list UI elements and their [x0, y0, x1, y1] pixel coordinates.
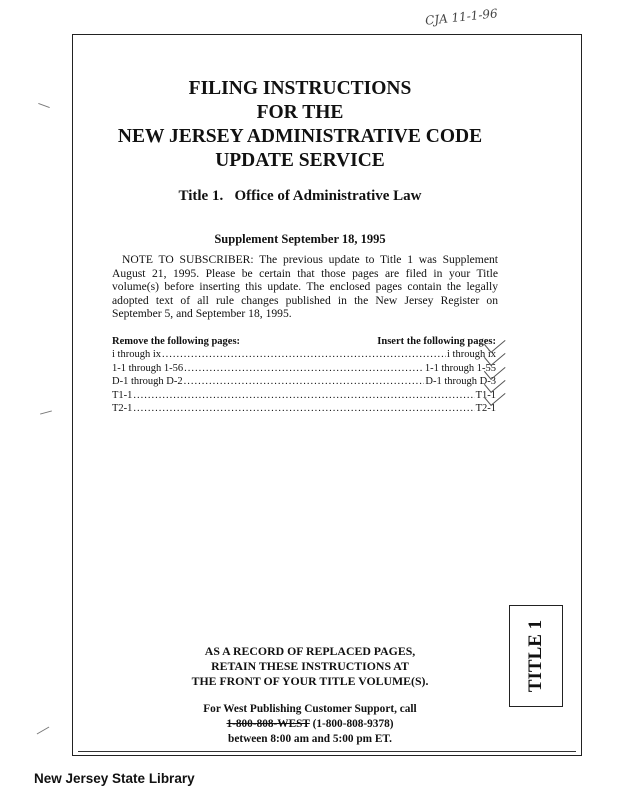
remove-pages: T1-1: [112, 389, 133, 401]
leader-dots: [133, 389, 474, 402]
leader-dots: [184, 362, 424, 375]
subscriber-note: [112, 253, 498, 321]
insert-header: Insert the following pages:: [377, 336, 496, 347]
remove-header: Remove the following pages:: [112, 336, 241, 347]
support-line-3: between 8:00 am and 5:00 pm ET.: [228, 733, 392, 745]
leader-dots: [162, 348, 446, 361]
title-line-2: FOR THE: [256, 102, 344, 123]
handwritten-annotation: CJA 11-1-96: [424, 6, 499, 28]
pages-table: [112, 335, 496, 415]
title-line-4: UPDATE SERVICE: [215, 150, 385, 171]
title-line-1: FILING INSTRUCTIONS: [188, 78, 412, 99]
title-side-tab: [509, 605, 563, 707]
insert-pages: i through ix: [447, 349, 496, 361]
support-line-1: For West Publishing Customer Support, call: [203, 703, 417, 715]
scan-mark: [38, 103, 50, 108]
record-notice: [160, 644, 460, 689]
leader-dots: [133, 402, 474, 415]
insert-pages: 1-1 through 1-55: [424, 362, 496, 374]
leader-dots: [184, 375, 425, 388]
table-row: [112, 348, 496, 361]
record-line-3: THE FRONT OF YOUR TITLE VOLUME(S).: [191, 674, 429, 688]
customer-support: [160, 702, 460, 747]
table-row: [112, 389, 496, 402]
remove-pages: 1-1 through 1-56: [112, 362, 184, 374]
title-line-3: NEW JERSEY ADMINISTRATIVE CODE: [117, 126, 483, 147]
insert-pages: D-1 through D-3: [425, 376, 496, 388]
support-number: (1-800-808-9378): [309, 718, 394, 730]
remove-pages: T2-1: [112, 403, 133, 415]
page-title: [80, 77, 520, 173]
support-line-2: [160, 717, 460, 732]
scan-mark: [40, 410, 52, 414]
title-subtitle: Title 1. Office of Administrative Law: [178, 188, 422, 204]
record-line-2: RETAIN THESE INSTRUCTIONS AT: [211, 659, 409, 673]
insert-pages: T2-1: [475, 403, 496, 415]
remove-pages: i through ix: [112, 349, 161, 361]
side-tab-label: TITLE 1: [525, 619, 546, 693]
scan-mark: [37, 727, 50, 735]
library-stamp: New Jersey State Library: [34, 771, 195, 786]
insert-pages: T1-1: [475, 389, 496, 401]
remove-pages: D-1 through D-2: [112, 376, 183, 388]
supplement-date: Supplement September 18, 1995: [214, 232, 386, 246]
bottom-rule: [78, 751, 576, 752]
record-line-1: AS A RECORD OF REPLACED PAGES,: [204, 644, 416, 658]
table-row: [112, 362, 496, 375]
note-text: NOTE TO SUBSCRIBER: The previous update to Title 1 was Supplement August 21, 1995. Please be certain that those pages are filed in your Title volume(s) before inserting this update. The enclosed pages contain the legally adopted text of all rule changes published in the New Jersey Register on September 5, and September 18, 1995.: [112, 253, 498, 321]
table-row: [112, 402, 496, 415]
support-old-number: 1-800-808-WEST: [226, 718, 310, 730]
pages-header: [112, 335, 496, 348]
table-row: [112, 375, 496, 388]
